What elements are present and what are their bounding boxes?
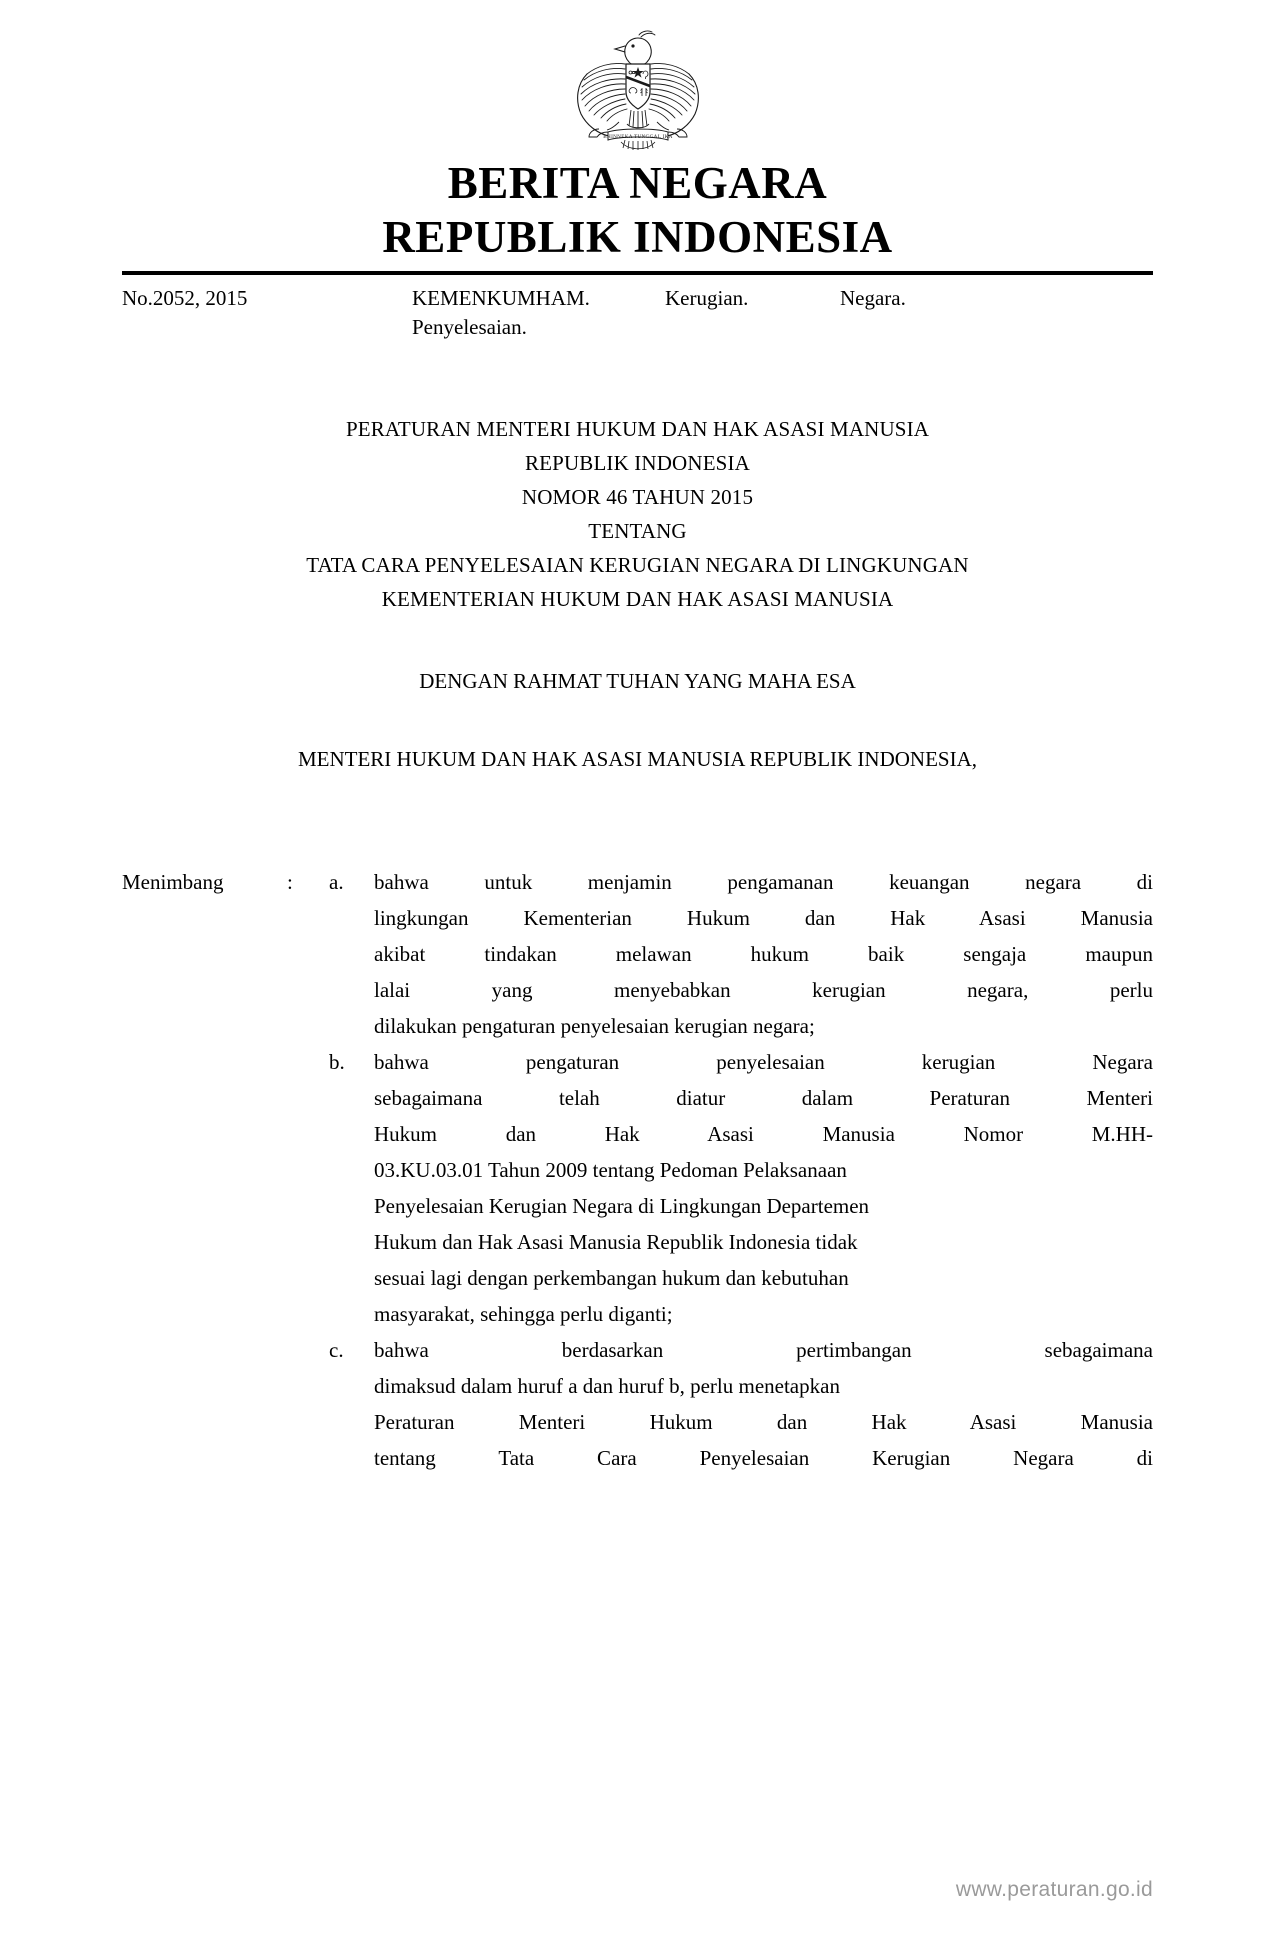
line: bahwa untuk menjamin pengamanan keuangan negara di: [374, 870, 1153, 894]
shield: [626, 64, 650, 109]
line: dilakukan pengaturan penyelesaian kerugian negara;: [374, 1014, 815, 1038]
meta-header-row: [122, 275, 1153, 313]
line: lalai yang menyebabkan kerugian negara, perlu: [374, 978, 1153, 1002]
item-marker-b: b.: [329, 1050, 345, 1074]
title-line-6-subject: KEMENTERIAN HUKUM DAN HAK ASASI MANUSIA: [381, 587, 894, 611]
masthead-line-1: BERITA NEGARA: [447, 158, 828, 208]
considering-colon: :: [287, 870, 293, 894]
line: lingkungan Kementerian Hukum dan Hak Asasi Manusia: [374, 906, 1153, 930]
considering-item-c: [329, 1332, 1153, 1476]
line: bahwa berdasarkan pertimbangan sebagaimana: [374, 1338, 1153, 1362]
masthead-line-2: REPUBLIK INDONESIA: [382, 212, 893, 262]
svg-text:BHINNEKA TUNGGAL IKA: BHINNEKA TUNGGAL IKA: [602, 134, 673, 140]
line: bahwa pengaturan penyelesaian kerugian Negara: [374, 1050, 1153, 1074]
keyword-kerugian: Kerugian.: [665, 286, 749, 310]
item-text-c: [374, 1332, 1153, 1476]
considering-item-a: [329, 864, 1153, 1044]
title-line-4-tentang: TENTANG: [588, 519, 687, 543]
line: 03.KU.03.01 Tahun 2009 tentang Pedoman Pelaksanaan: [374, 1158, 847, 1182]
blessing-line: DENGAN RAHMAT TUHAN YANG MAHA ESA: [419, 669, 856, 693]
source-watermark: www.peraturan.go.id: [955, 1878, 1153, 1901]
item-text-b: [374, 1044, 1153, 1332]
gazette-number: No.2052, 2015: [122, 286, 248, 310]
line: sesuai lagi dengan perkembangan hukum dan kebutuhan: [374, 1266, 849, 1290]
item-marker-c: c.: [329, 1338, 344, 1362]
title-line-3-number: NOMOR 46 TAHUN 2015: [521, 485, 754, 509]
considering-label: Menimbang: [122, 870, 224, 894]
line: dimaksud dalam huruf a dan huruf b, perlu menetapkan: [374, 1374, 840, 1398]
considering-section: [122, 864, 1153, 1476]
line: sebagaimana telah diatur dalam Peraturan Menteri: [374, 1086, 1153, 1110]
emblem-container: [122, 0, 1153, 152]
line: Peraturan Menteri Hukum dan Hak Asasi Manusia: [374, 1410, 1153, 1434]
item-marker-a: a.: [329, 870, 344, 894]
line: Penyelesaian Kerugian Negara di Lingkungan Departemen: [374, 1194, 870, 1218]
line: masyarakat, sehingga perlu diganti;: [374, 1302, 673, 1326]
issuing-authority-line: MENTERI HUKUM DAN HAK ASASI MANUSIA REPUBLIK INDONESIA,: [297, 747, 977, 771]
item-text-a: [374, 864, 1153, 1044]
title-line-5-subject: TATA CARA PENYELESAIAN KERUGIAN NEGARA DI LINGKUNGAN: [306, 553, 969, 577]
considering-items: [329, 864, 1153, 1476]
line: Hukum dan Hak Asasi Manusia Nomor M.HH-: [374, 1122, 1153, 1146]
motto-ribbon: [589, 129, 687, 140]
considering-item-b: [329, 1044, 1153, 1332]
keyword-kemenkumham: KEMENKUMHAM.: [412, 286, 590, 310]
title-line-1: PERATURAN MENTERI HUKUM DAN HAK ASASI MANUSIA: [345, 417, 930, 441]
line: tentang Tata Cara Penyelesaian Kerugian Negara di: [374, 1446, 1153, 1470]
keyword-penyelesaian: Penyelesaian.: [412, 315, 527, 339]
regulation-title-block: [122, 412, 1153, 616]
title-line-2: REPUBLIK INDONESIA: [525, 451, 750, 475]
masthead: [122, 156, 1153, 264]
line: Hukum dan Hak Asasi Manusia Republik Indonesia tidak: [374, 1230, 858, 1254]
keyword-negara: Negara.: [840, 286, 906, 310]
line: akibat tindakan melawan hukum baik sengaja maupun: [374, 942, 1153, 966]
garuda-pancasila-emblem: [563, 30, 713, 152]
